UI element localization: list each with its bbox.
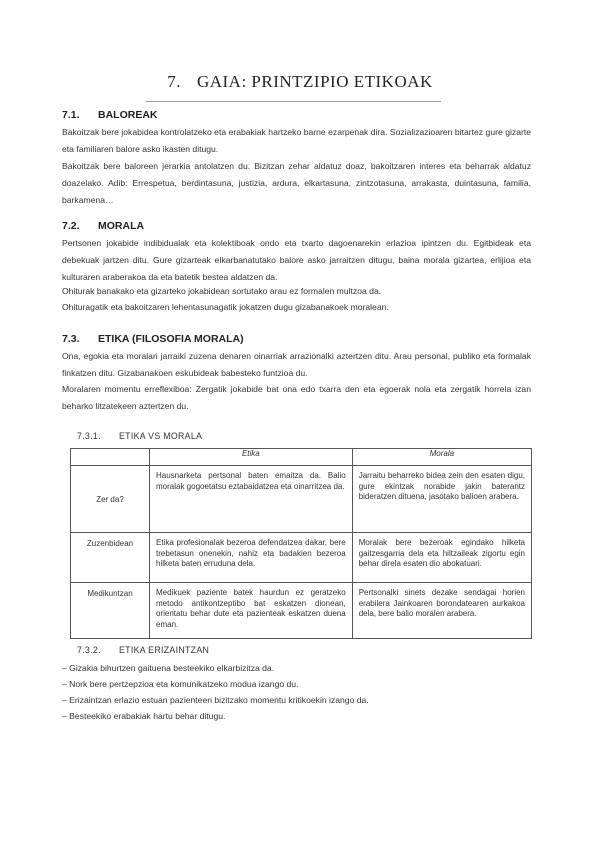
paragraph: Ohituragatik eta bakoitzaren lehentasunagatik jokatzen dugu gizabanakoek moralean.	[62, 302, 389, 312]
paragraph: Pertsonen jokabide indibidualak eta kolektiboak ondo eta txarto dagoenarekin erlazioa ipintzen du. Egitbideak eta debekuak jartzen ditu. Gure gizarteak elkarbanatutako balore asko jarraitzen ditugu, baina morala gizartea, erlijioa eta kulturaren araberakoa da eta batetik bestea aldatzen da.	[62, 238, 531, 282]
list-item: – Gizakia bihurtzen gaituena besteekiko elkarbizitza da.	[62, 663, 275, 673]
subsection-heading-etika-erizaintzan	[77, 645, 209, 655]
section-heading-morala	[62, 220, 144, 232]
section-number: 7.3.	[62, 333, 80, 345]
header-cell-etika: Etika	[150, 449, 353, 466]
etika-cell: Hausnarketa pertsonal baten emaitza da. Balio moralak gogoetatsu eztabaidatzea eta oinarritzea da.	[150, 466, 353, 533]
list-item: – Besteekiko erabakiak hartu behar ditugu.	[62, 711, 226, 721]
row-label: Zer da?	[71, 466, 150, 533]
etika-cell: Medikuek paziente batek haurdun ez geratzeko metodo antikontzeptibo bat eskatzen dionean, orientatu behar dute eta pazienteak eskatzen duena eman.	[150, 583, 353, 639]
bullet-list	[62, 660, 369, 724]
title-underline	[146, 101, 441, 102]
table-header-row	[71, 449, 532, 466]
section-number: 7.1.	[62, 109, 80, 121]
paragraph: Ohiturak banakako eta gizarteko jokabidean sortutako arau ez formalen multzoa da.	[62, 286, 382, 296]
section-title: BALOREAK	[98, 109, 158, 121]
section-title: ETIKA (FILOSOFIA MORALA)	[98, 333, 244, 345]
subsection-title: ETIKA VS MORALA	[119, 431, 203, 441]
paragraph: Ona, egokia eta moralari jarraiki zuzena denaren oinarriak arrazionalki aztertzen ditu. Arau personal, publiko eta formalak finkatzen ditu. Gizabanakoen eskubideak babesteko funtzioa du.	[62, 351, 531, 378]
paragraph: Bakoitzak bere baloreen jerarkia antolatzen du. Bizitzan zehar aldatuz doaz, bakoitzaren interes eta beharrak aldatuz doazelako. Adib: Errespetua, berdintasuna, justizia, ardura, elkartasuna, zintzotasuna, arrakasta, duintasuna, familia, barkamena…	[62, 161, 531, 205]
header-cell-morala: Morala	[352, 449, 531, 466]
list-item: – Erizaintzan erlazio estuan pazienteen bizitzako momentu kritikoekin izango da.	[62, 695, 369, 705]
subsection-number: 7.3.2.	[77, 645, 101, 655]
etika-vs-morala-table	[70, 448, 532, 639]
header-cell-empty	[71, 449, 150, 466]
section-heading-etika	[62, 333, 244, 345]
row-label: Medikuntzan	[71, 583, 150, 639]
row-label: Zuzenbidean	[71, 533, 150, 583]
morala-cell: Pertsonalki sinets dezake sendagai horien erabilera Jainkoaren borondatearen aurkakoa dela, bere balio moralen arabera.	[352, 583, 531, 639]
paragraph: Moralaren momentu erreflexiboa: Zergatik jokabide bat ona edo txarra den eta egoerak nola eta zergatik horrela izan beharko litzatekeen aztertzen du.	[62, 384, 531, 411]
subsection-title: ETIKA ERIZAINTZAN	[119, 645, 210, 655]
subsection-number: 7.3.1.	[77, 431, 101, 441]
section-title: MORALA	[98, 220, 145, 232]
list-item: – Nork bere pertzepzioa eta komunikatzeko modua izango du.	[62, 679, 299, 689]
table-row	[71, 583, 532, 639]
morala-cell: Jarraitu beharreko bidea zein den esaten digu, gure ekintzak norabide jakin baterantz bideratzen dituena, jasotako balioen arabera.	[352, 466, 531, 533]
morala-cell: Moralak bere bezeroak egindako hilketa gaitzesgarria dela eta hiltzaileak zigortu egin behar direla esaten dio abokatuari.	[352, 533, 531, 583]
paragraph: Bakoitzak bere jokabidea kontrolatzeko eta erabakiak hartzeko barne ezarpenak dira. Sozializazioaren bitartez gure gizarte eta familiaren balore asko ikasten ditugu.	[62, 127, 531, 154]
section-heading-baloreak	[62, 109, 158, 121]
chapter-title: GAIA: PRINTZIPIO ETIKOAK	[196, 72, 433, 91]
section-number: 7.2.	[62, 220, 80, 232]
subsection-heading-etika-vs-morala	[77, 431, 202, 441]
page-title	[0, 72, 600, 92]
etika-cell: Etika profesionalak bezeroa defendatzea dakar, bere trebetasun onenekin, nahiz eta badakien bezeroa hilketa baten erruduna dela.	[150, 533, 353, 583]
chapter-number: 7.	[167, 72, 181, 91]
table-row	[71, 466, 532, 533]
table-row	[71, 533, 532, 583]
